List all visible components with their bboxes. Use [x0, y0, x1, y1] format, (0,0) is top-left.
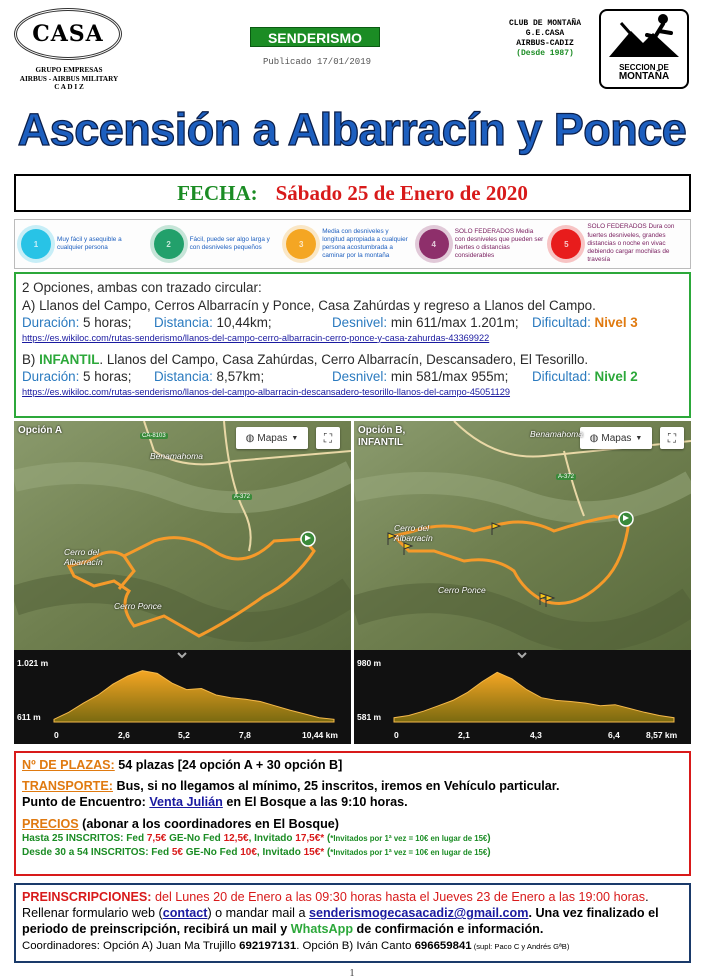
options-intro: 2 Opciones, ambas con trazado circular: — [22, 280, 262, 295]
whatsapp-label: WhatsApp — [290, 922, 354, 937]
option-b-description: B) INFANTIL. Llanos del Campo, Casa Zahúrdas, Cerro Albarracín, Descansadero, El Tesorillo. — [22, 351, 589, 367]
casa-logo-text: CASA — [14, 8, 122, 60]
option-a-description: A) Llanos del Campo, Cerros Albarracín y Ponce, Casa Zahúrdas y regreso a Llanos del Campo. — [22, 297, 596, 313]
option-a-stats: Duración: 5 horas; Distancia: 10,44km; Desnivel: min 611/max 1.201m; Dificultad: Nivel 3 — [22, 315, 638, 330]
map-b-place-label: Cerro Ponce — [438, 585, 486, 595]
dropdown-arrow-icon: ▼ — [291, 434, 299, 442]
map-a-road-label: A-372 — [234, 494, 251, 500]
infantil-tag: INFANTIL — [39, 351, 100, 367]
distance-tick: 2,1 — [458, 730, 470, 740]
distance-tick: 4,3 — [530, 730, 542, 740]
map-b-maps-button[interactable]: ◍ Mapas ▼ — [580, 427, 652, 449]
club-info: CLUB DE MONTAÑA G.E.CASA AIRBUS-CADIZ (Desde 1987) — [508, 19, 581, 58]
published-date: Publicado 17/01/2019 — [262, 57, 372, 67]
meeting-point-line: Punto de Encuentro: Venta Julián en El Bosque a las 9:10 horas. — [22, 795, 408, 810]
option-b-wikiloc-link[interactable]: https://es.wikiloc.com/rutas-senderismo/llanos-del-campo-albarracin-descansadero-tesorillo-llanos-del-campo-45051129 — [22, 386, 511, 397]
map-a-fullscreen-icon[interactable]: ⛶ — [316, 427, 340, 449]
elevation-min: 581 m — [357, 712, 382, 722]
route-options — [14, 272, 691, 418]
page-number: 1 — [349, 968, 355, 979]
difficulty-description: SOLO FEDERADOS Dura con fuertes desniveles, grandes distancias o noche en vivac debiendo cargar mochilas de travesía — [587, 223, 675, 264]
map-b-label: Opción B, INFANTIL — [358, 425, 406, 448]
map-a-place-label: Cerro Ponce — [114, 601, 162, 611]
difficulty-legend — [14, 219, 691, 269]
elevation-chart-b — [354, 650, 691, 744]
price-tier-2: Desde 30 a 54 INSCRITOS: Fed 5€ GE-No Fed 10€, Invitado 15€* (*Invitados por 1ª vez = 10€ en lugar de 15€) — [22, 846, 491, 858]
difficulty-circle-icon: 4 — [419, 229, 449, 259]
distance-tick: 0 — [54, 730, 59, 740]
map-option-a[interactable] — [14, 421, 351, 744]
dropdown-arrow-icon: ▼ — [635, 434, 643, 442]
map-a-label: Opción A — [18, 425, 63, 436]
elevation-max: 980 m — [357, 658, 382, 668]
option-a-level: Nivel 3 — [594, 315, 638, 330]
email-link[interactable]: senderismogecasacadiz@gmail.com — [308, 906, 529, 921]
map-b-fullscreen-icon[interactable]: ⛶ — [660, 427, 684, 449]
map-b-place-label: Benamahoma — [530, 429, 583, 439]
collapse-chevron-icon[interactable] — [518, 653, 526, 657]
map-b-start-marker — [619, 512, 633, 526]
distance-tick: 6,4 — [608, 730, 620, 740]
globe-icon: ◍ — [245, 432, 255, 444]
price-tier-1: Hasta 25 INSCRITOS: Fed 7,5€ GE-No Fed 12,5€, Invitado 17,5€* (*Invitados por 1ª vez = 10€ en lugar de 15€) — [22, 832, 491, 844]
difficulty-circle-icon: 5 — [551, 229, 581, 259]
elevation-area — [54, 671, 334, 722]
prices-heading: PRECIOS (abonar a los coordinadores en El Bosque) — [22, 816, 340, 831]
map-a-endpoint-marker — [301, 532, 315, 546]
difficulty-description: Media con desniveles y longitud apropiada a cualquier persona acostumbrada a caminar por la montaña — [322, 227, 408, 260]
casa-logo — [10, 8, 128, 90]
difficulty-level-3 — [286, 222, 419, 266]
map-b-place-label: Cerro del Albarracín — [394, 523, 433, 543]
registration-text: PREINSCRIPCIONES: del Lunes 20 de Enero a las 09:30 horas hasta el Jueves 23 de Enero a las 19:00 horas. Rellenar formulario web (contact) o mandar mail a senderismogecasacadiz@gmail.com. Una vez finalizado el periodo de preinscripción, recibirá un mail y WhatsApp de confirmación e información. — [22, 890, 659, 937]
registration-box — [14, 883, 691, 963]
distance-tick: 10,44 km — [302, 730, 338, 740]
globe-icon: ◍ — [589, 432, 599, 444]
date-label: FECHA: — [177, 181, 258, 205]
map-b-elevation-profile — [354, 650, 691, 744]
date-value: Sábado 25 de Enero de 2020 — [275, 181, 528, 205]
hiker-mountain-icon — [601, 11, 687, 67]
logistics-box — [14, 751, 691, 876]
difficulty-level-4 — [419, 222, 552, 266]
difficulty-description: Muy fácil y asequible a cualquier persona — [57, 235, 122, 251]
plazas-line: Nº DE PLAZAS: 54 plazas [24 opción A + 30 opción B] — [22, 758, 343, 772]
difficulty-circle-icon: 3 — [286, 229, 316, 259]
collapse-chevron-icon[interactable] — [178, 653, 186, 657]
mountain-section-logo: SECCION DE MONTAÑA — [599, 9, 689, 89]
distance-tick: 5,2 — [178, 730, 190, 740]
elevation-area — [394, 672, 674, 722]
difficulty-level-2 — [154, 222, 287, 266]
casa-logo-subtitle: GRUPO EMPRESAS AIRBUS - AIRBUS MILITARY C A D I Z — [19, 66, 119, 91]
difficulty-circle-icon: 2 — [154, 229, 184, 259]
map-a-elevation-profile — [14, 650, 351, 744]
transport-line: TRANSPORTE: Bus, si no llegamos al mínimo, 25 inscritos, iremos en Vehículo particular. — [22, 779, 560, 794]
map-a-place-label: Cerro del Albarracín — [64, 547, 103, 567]
difficulty-description: Fácil, puede ser algo larga y con desniveles pequeños — [189, 235, 270, 251]
difficulty-circle-icon: 1 — [21, 229, 51, 259]
map-a-maps-button[interactable]: ◍ Mapas ▼ — [236, 427, 308, 449]
header — [0, 0, 704, 96]
difficulty-level-5 — [551, 222, 684, 266]
map-b-road-label: A-372 — [558, 474, 575, 480]
senderismo-badge: SENDERISMO — [250, 27, 380, 47]
distance-tick: 8,57 km — [646, 730, 678, 740]
map-a-road-label: CA-8103 — [142, 433, 166, 439]
contact-form-link[interactable]: contact — [162, 906, 208, 921]
map-a-place-label: Benamahoma — [150, 451, 203, 461]
distance-tick: 2,6 — [118, 730, 130, 740]
option-a-wikiloc-link[interactable]: https://es.wikiloc.com/rutas-senderismo/llanos-del-campo-cerro-albarracin-cerro-ponce-y-casa-zahurdas-43369922 — [22, 332, 490, 343]
option-b-stats: Duración: 5 horas; Distancia: 8,57km; Desnivel: min 581/max 955m; Dificultad: Nivel 2 — [22, 369, 638, 384]
distance-tick: 7,8 — [239, 730, 251, 740]
distance-tick: 0 — [394, 730, 399, 740]
option-b-level: Nivel 2 — [594, 369, 638, 384]
date-box — [14, 174, 691, 212]
map-option-b[interactable] — [354, 421, 691, 744]
difficulty-description: SOLO FEDERADOS Media con desniveles que pueden ser fuertes o distancias considerables — [454, 227, 544, 260]
elevation-min: 611 m — [17, 712, 41, 722]
elevation-max: 1.021 m — [17, 658, 49, 668]
venta-julian-link[interactable]: Venta Julián — [149, 795, 223, 810]
event-title: Ascensión a Albarracín y Ponce — [17, 104, 687, 155]
difficulty-level-1 — [21, 222, 154, 266]
coordinators-line: Coordinadores: Opción A) Juan Ma Trujillo 692197131. Opción B) Iván Canto 696659841 (supl: Paco C y Andrés GªB) — [22, 939, 570, 952]
